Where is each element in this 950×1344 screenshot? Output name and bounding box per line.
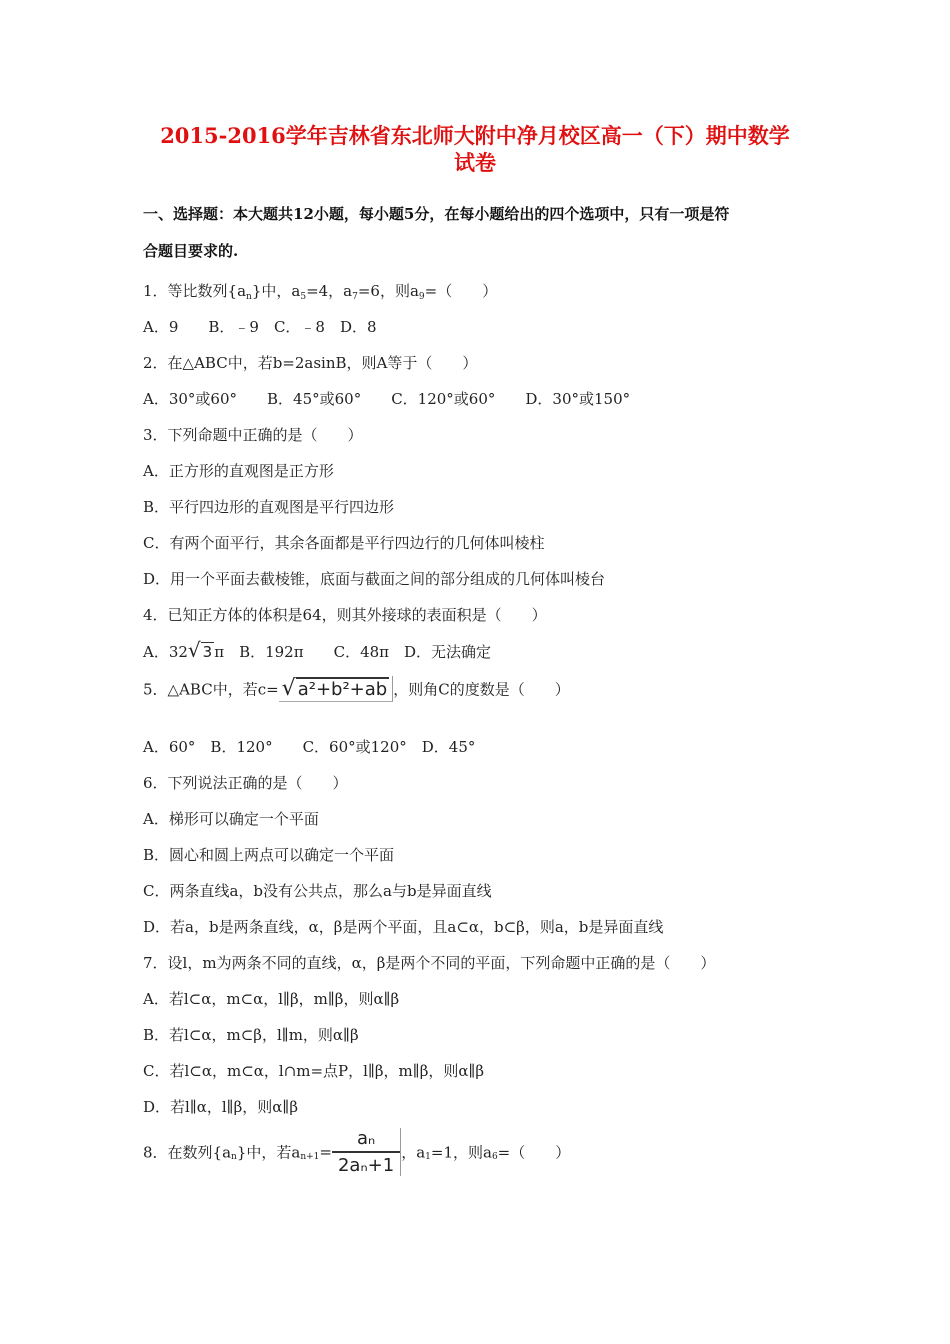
question-6-option-c: C．两条直线a，b没有公共点，那么a与b是异面直线 — [143, 882, 492, 900]
q8-text-post: =（ ） — [497, 1143, 571, 1162]
question-5-options: A．60° B．120° C．60°或120° D．45° — [143, 738, 476, 756]
q8-sub1: n — [231, 1152, 237, 1162]
question-7-option-a: A．若l⊂α，m⊂α，l∥β，m∥β，则α∥β — [143, 990, 400, 1008]
q4-options-rest: π B．192π C．48π D．无法确定 — [214, 643, 492, 661]
question-3: 3．下列命题中正确的是（ ） — [143, 426, 363, 444]
question-2: 2．在△ABC中，若b=2asinB，则A等于（ ） — [143, 354, 478, 372]
question-3-option-c: C．有两个面平行，其余各面都是平行四边行的几何体叫棱柱 — [143, 534, 545, 552]
q8-fraction-denominator: 2aₙ+1 — [337, 1155, 395, 1176]
q1-text-mid3: =6，则a — [357, 282, 419, 300]
q1-sub1: n — [246, 292, 252, 302]
q8-text-mid4: =1，则a — [430, 1143, 492, 1162]
q1-text-pre: 1．等比数列{a — [143, 282, 247, 300]
question-4-options — [143, 638, 491, 662]
q1-sub4: 9 — [418, 292, 425, 302]
q8-sub2: n+1 — [300, 1152, 320, 1162]
q8-fraction — [332, 1128, 401, 1176]
question-3-option-a: A．正方形的直观图是正方形 — [143, 462, 334, 480]
q1-text-post: =（ ） — [424, 282, 498, 300]
q8-text-pre: 8．在数列{a — [143, 1143, 232, 1162]
q5-formula-image: √ a²+b²+ab — [279, 676, 394, 702]
q8-fraction-numerator: aₙ — [332, 1128, 400, 1153]
question-7-option-b: B．若l⊂α，m⊂β，l∥m，则α∥β — [143, 1026, 359, 1044]
document-title-line2: 试卷 — [454, 150, 496, 175]
q5-text-pre: 5．△ABC中，若c= — [143, 680, 279, 699]
question-4: 4．已知正方体的体积是64，则其外接球的表面积是（ ） — [143, 606, 547, 624]
question-7: 7．设l，m为两条不同的直线，α，β是两个不同的平面，下列命题中正确的是（ ） — [143, 954, 716, 972]
question-1 — [143, 280, 497, 302]
q1-sub3: 7 — [352, 292, 358, 302]
question-7-option-c: C．若l⊂α，m⊂α，l∩m=点P，l∥β，m∥β，则α∥β — [143, 1062, 485, 1080]
q4-option-a-prefix: A．32 — [143, 643, 188, 661]
question-7-option-d: D．若l∥α，l∥β，则α∥β — [143, 1098, 299, 1116]
q8-text-mid3: ，a — [401, 1143, 426, 1162]
q8-text-mid1: }中，若a — [236, 1143, 301, 1162]
question-3-option-d: D．用一个平面去截棱锥，底面与截面之间的部分组成的几何体叫棱台 — [143, 570, 606, 588]
question-6: 6．下列说法正确的是（ ） — [143, 774, 348, 792]
question-3-option-b: B．平行四边形的直观图是平行四边形 — [143, 498, 395, 516]
sqrt-symbol: √ 3 — [187, 638, 213, 662]
section-heading-line1: 一、选择题：本大题共12小题，每小题5分，在每小题给出的四个选项中，只有一项是符 — [143, 205, 730, 223]
q5-formula-text: a²+b²+ab — [297, 679, 388, 700]
question-8 — [143, 1128, 570, 1176]
q1-text-mid1: }中，a — [251, 282, 301, 300]
q8-sub3: 1 — [425, 1152, 431, 1162]
section-heading-line2: 合题目要求的. — [143, 242, 239, 260]
question-6-option-a: A．梯形可以确定一个平面 — [143, 810, 319, 828]
question-5 — [143, 676, 570, 712]
question-2-options: A．30°或60° B．45°或60° C．120°或60° D．30°或150° — [143, 390, 631, 408]
q4-radicand: 3 — [202, 643, 213, 661]
question-6-option-b: B．圆心和圆上两点可以确定一个平面 — [143, 846, 395, 864]
q8-text-mid2: = — [319, 1143, 332, 1161]
question-1-options: A．9 B．﹣9 C．﹣8 D．8 — [143, 318, 377, 336]
question-6-option-d: D．若a，b是两条直线，α，β是两个平面，且a⊂α，b⊂β，则a，b是异面直线 — [143, 918, 664, 936]
q1-sub2: 5 — [300, 292, 307, 302]
q1-text-mid2: =4，a — [306, 282, 353, 300]
document-title-line1: 2015-2016学年吉林省东北师大附中净月校区高一（下）期中数学 — [160, 123, 790, 148]
q5-text-post: ，则角C的度数是（ ） — [393, 680, 570, 699]
q8-sub4: 6 — [491, 1152, 498, 1162]
